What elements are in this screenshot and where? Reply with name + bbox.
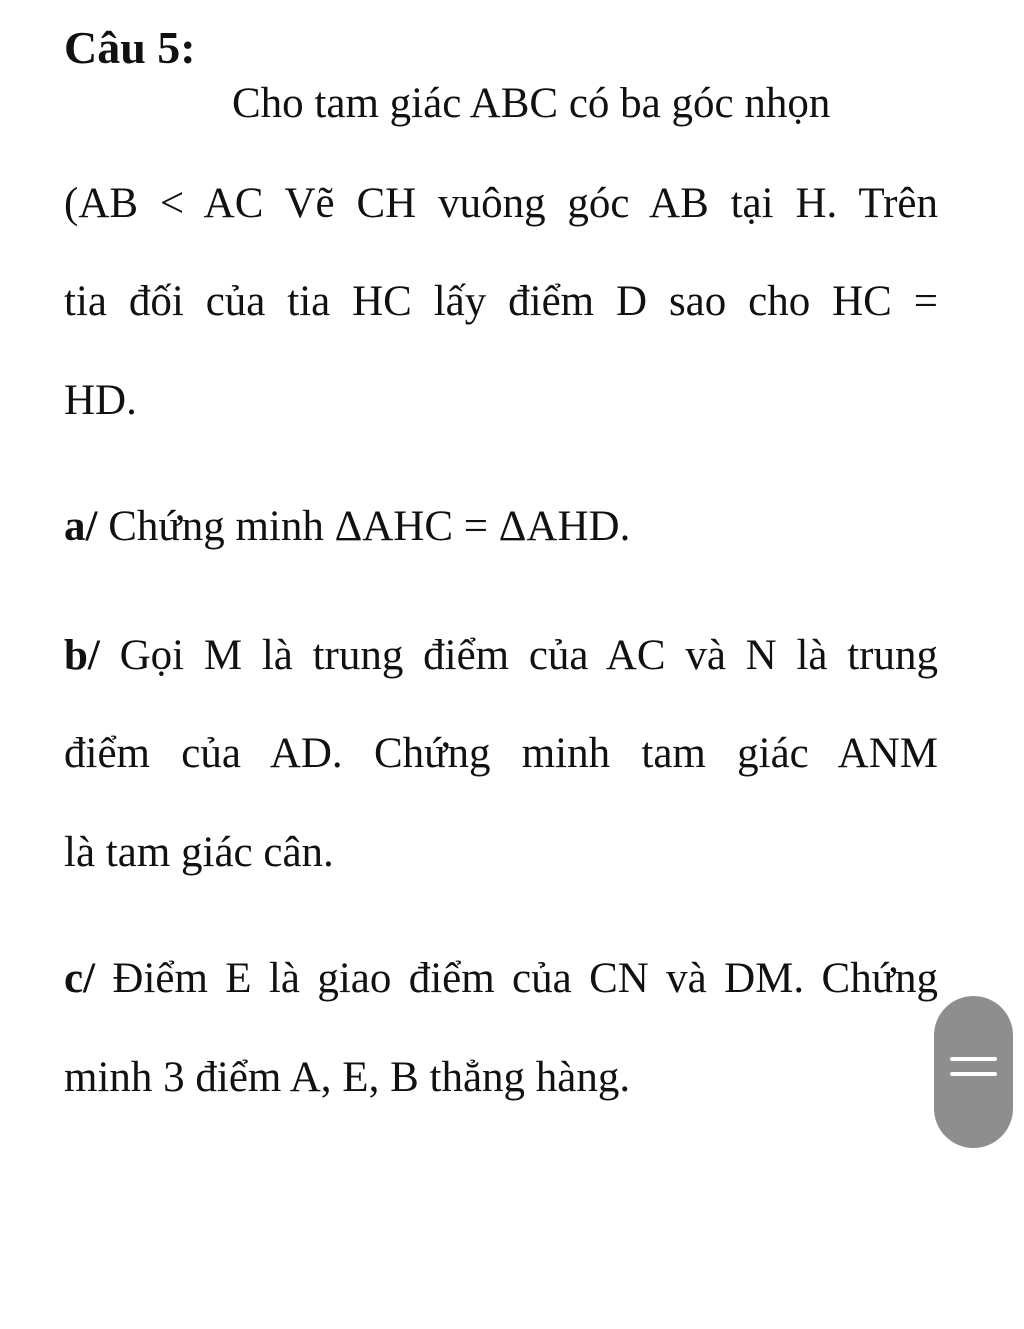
part-b-label: b/: [64, 632, 100, 679]
part-b-text-1: Gọi M là trung điểm của AC và N là trung: [119, 632, 939, 679]
problem-line-3: tia đối của tia HC lấy điểm D sao cho HC =: [64, 278, 938, 325]
part-c-text-1: Điểm E là giao điểm của CN và DM. Chứng: [112, 955, 938, 1002]
part-a: [64, 499, 630, 555]
problem-line-4: HD.: [64, 377, 137, 424]
problem-line-2: (AB < AC Vẽ CH vuông góc AB tại H. Trên: [64, 180, 938, 227]
part-c-line-2: minh 3 điểm A, E, B thẳng hàng.: [64, 1054, 631, 1101]
part-a-label: a/: [64, 503, 98, 550]
problem-line-1: Cho tam giác ABC có ba góc nhọn: [232, 80, 831, 127]
part-b-line-2: điểm của AD. Chứng minh tam giác ANM: [64, 730, 938, 777]
part-c-label: c/: [64, 955, 96, 1002]
question-title: Câu 5:: [64, 22, 196, 73]
part-a-text: Chứng minh ΔAHC = ΔAHD.: [108, 503, 631, 550]
scroll-handle[interactable]: [934, 996, 1013, 1148]
part-c-line-1: [64, 951, 938, 1007]
part-b-line-3: là tam giác cân.: [64, 829, 334, 876]
part-b-line-1: [64, 628, 938, 684]
